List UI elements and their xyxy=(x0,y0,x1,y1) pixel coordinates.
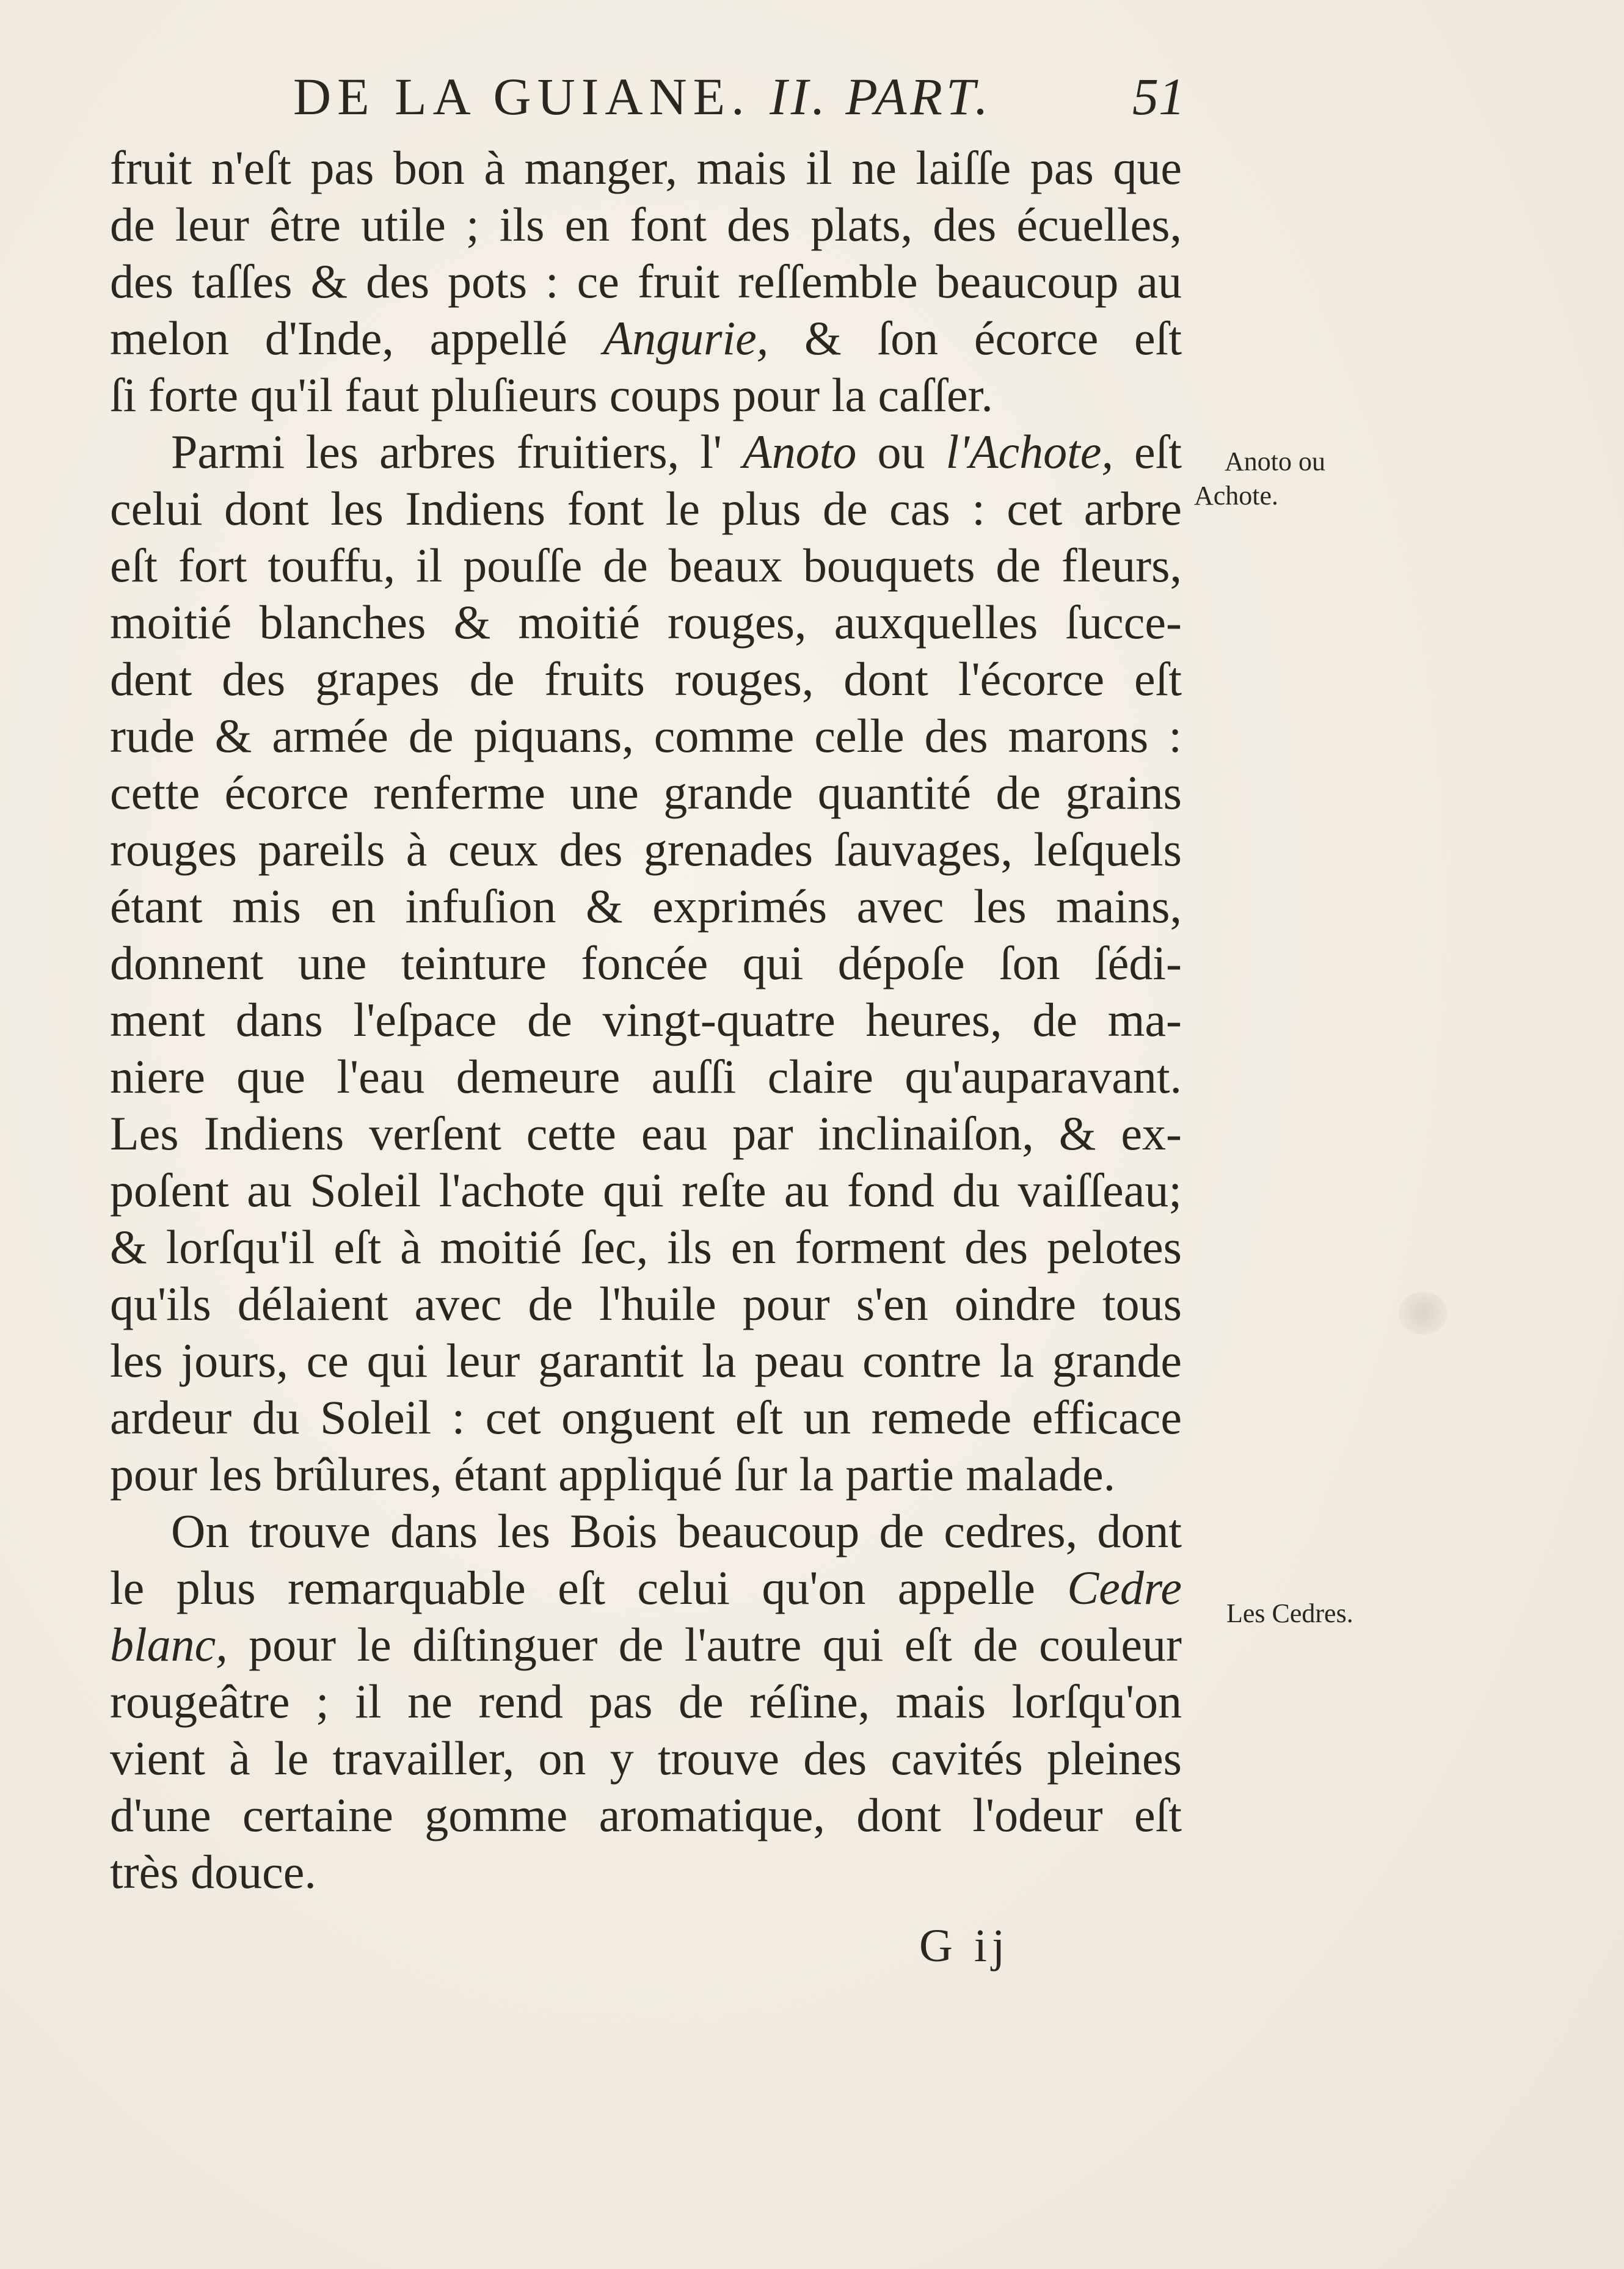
margin-note-line: Achote. xyxy=(1194,481,1279,511)
text-line: fruit n'eſt pas bon à manger, mais il ne laiſſe pas que xyxy=(110,141,1182,194)
paper-stain xyxy=(1399,1292,1447,1335)
text-line: dent des grapes de fruits rouges, dont l'écorce eſt xyxy=(110,652,1182,705)
text-line xyxy=(110,1616,1182,1673)
text-line: ardeur du Soleil : cet onguent eſt un remede efficace xyxy=(110,1391,1182,1444)
text-line: & lorſqu'il eſt à moitié ſec, ils en forment des pelotes xyxy=(110,1220,1182,1273)
italic-term-anoto: Anoto xyxy=(743,425,857,478)
text-span: Parmi les arbres fruitiers, l' xyxy=(171,425,722,478)
margin-note-line: Anoto ou xyxy=(1225,446,1325,476)
text-line: vient à le travailler, on y trouve des cavités pleines xyxy=(110,1732,1182,1785)
text-line: d'une certaine gomme aromatique, dont l'odeur eſt xyxy=(110,1788,1182,1841)
text-span: pour le diſtinguer de l'autre qui eſt de couleur xyxy=(249,1618,1182,1671)
text-line: niere que l'eau demeure auſſi claire qu'auparavant. xyxy=(110,1050,1182,1103)
text-span: eſt xyxy=(1134,425,1182,478)
italic-term-angurie: Angurie, xyxy=(603,311,769,365)
text-line xyxy=(110,1559,1182,1616)
text-line: de leur être utile ; ils en font des plats, des écuelles, xyxy=(110,198,1182,251)
text-line xyxy=(110,423,1182,480)
text-line: Les Indiens verſent cette eau par inclinaiſon, & ex- xyxy=(110,1107,1182,1160)
text-line: des taſſes & des pots : ce fruit reſſemble beaucoup au xyxy=(110,255,1182,308)
text-line: donnent une teinture foncée qui dépoſe ſon ſédi- xyxy=(110,936,1182,989)
text-span: & ſon écorce eſt xyxy=(804,311,1182,365)
signature-mark: G ij xyxy=(919,1920,1010,1972)
body-text xyxy=(110,139,1182,1900)
text-line: moitié blanches & moitié rouges, auxquelles ſucce- xyxy=(110,595,1182,649)
running-head-title xyxy=(293,66,992,127)
text-line: étant mis en infuſion & exprimés avec les mains, xyxy=(110,880,1182,933)
running-head-book: DE LA GUIANE. xyxy=(293,67,751,126)
text-span: le plus remarquable eſt celui qu'on appelle xyxy=(110,1561,1035,1614)
italic-term-cedre: Cedre xyxy=(1067,1561,1182,1614)
text-line: cette écorce renferme une grande quantité de grains xyxy=(110,766,1182,819)
text-span: ou xyxy=(877,425,925,478)
page-number: 51 xyxy=(1132,67,1185,126)
running-head-part: II. PART. xyxy=(770,67,992,126)
running-head xyxy=(110,66,1185,133)
text-line: pour les brûlures, étant appliqué ſur la partie malade. xyxy=(110,1448,1116,1501)
text-line: rouges pareils à ceux des grenades ſauvages, leſquels xyxy=(110,823,1182,876)
text-line: On trouve dans les Bois beaucoup de cedres, dont xyxy=(171,1504,1182,1557)
text-line: rougeâtre ; il ne rend pas de réſine, mais lorſqu'on xyxy=(110,1675,1182,1728)
text-line: eſt fort touffu, il pouſſe de beaux bouquets de fleurs, xyxy=(110,539,1182,592)
text-line: les jours, ce qui leur garantit la peau contre la grande xyxy=(110,1334,1182,1387)
margin-note-anoto xyxy=(1194,445,1325,513)
text-line: qu'ils délaient avec de l'huile pour s'en oindre tous xyxy=(110,1277,1182,1330)
text-line: ſi forte qu'il faut pluſieurs coups pour la caſſer. xyxy=(110,368,993,421)
text-line: celui dont les Indiens font le plus de cas : cet arbre xyxy=(110,482,1182,535)
italic-term-achote: l'Achote, xyxy=(945,425,1113,478)
text-span: melon d'Inde, appellé xyxy=(110,311,567,365)
italic-term-blanc: blanc, xyxy=(110,1618,228,1671)
margin-note-cedres: Les Cedres. xyxy=(1226,1598,1353,1628)
text-line: rude & armée de piquans, comme celle des marons : xyxy=(110,709,1182,762)
text-line xyxy=(110,310,1182,366)
text-line: très douce. xyxy=(110,1845,316,1898)
text-line: poſent au Soleil l'achote qui reſte au fond du vaiſſeau; xyxy=(110,1164,1182,1217)
text-line: ment dans l'eſpace de vingt-quatre heures, de ma- xyxy=(110,993,1182,1046)
